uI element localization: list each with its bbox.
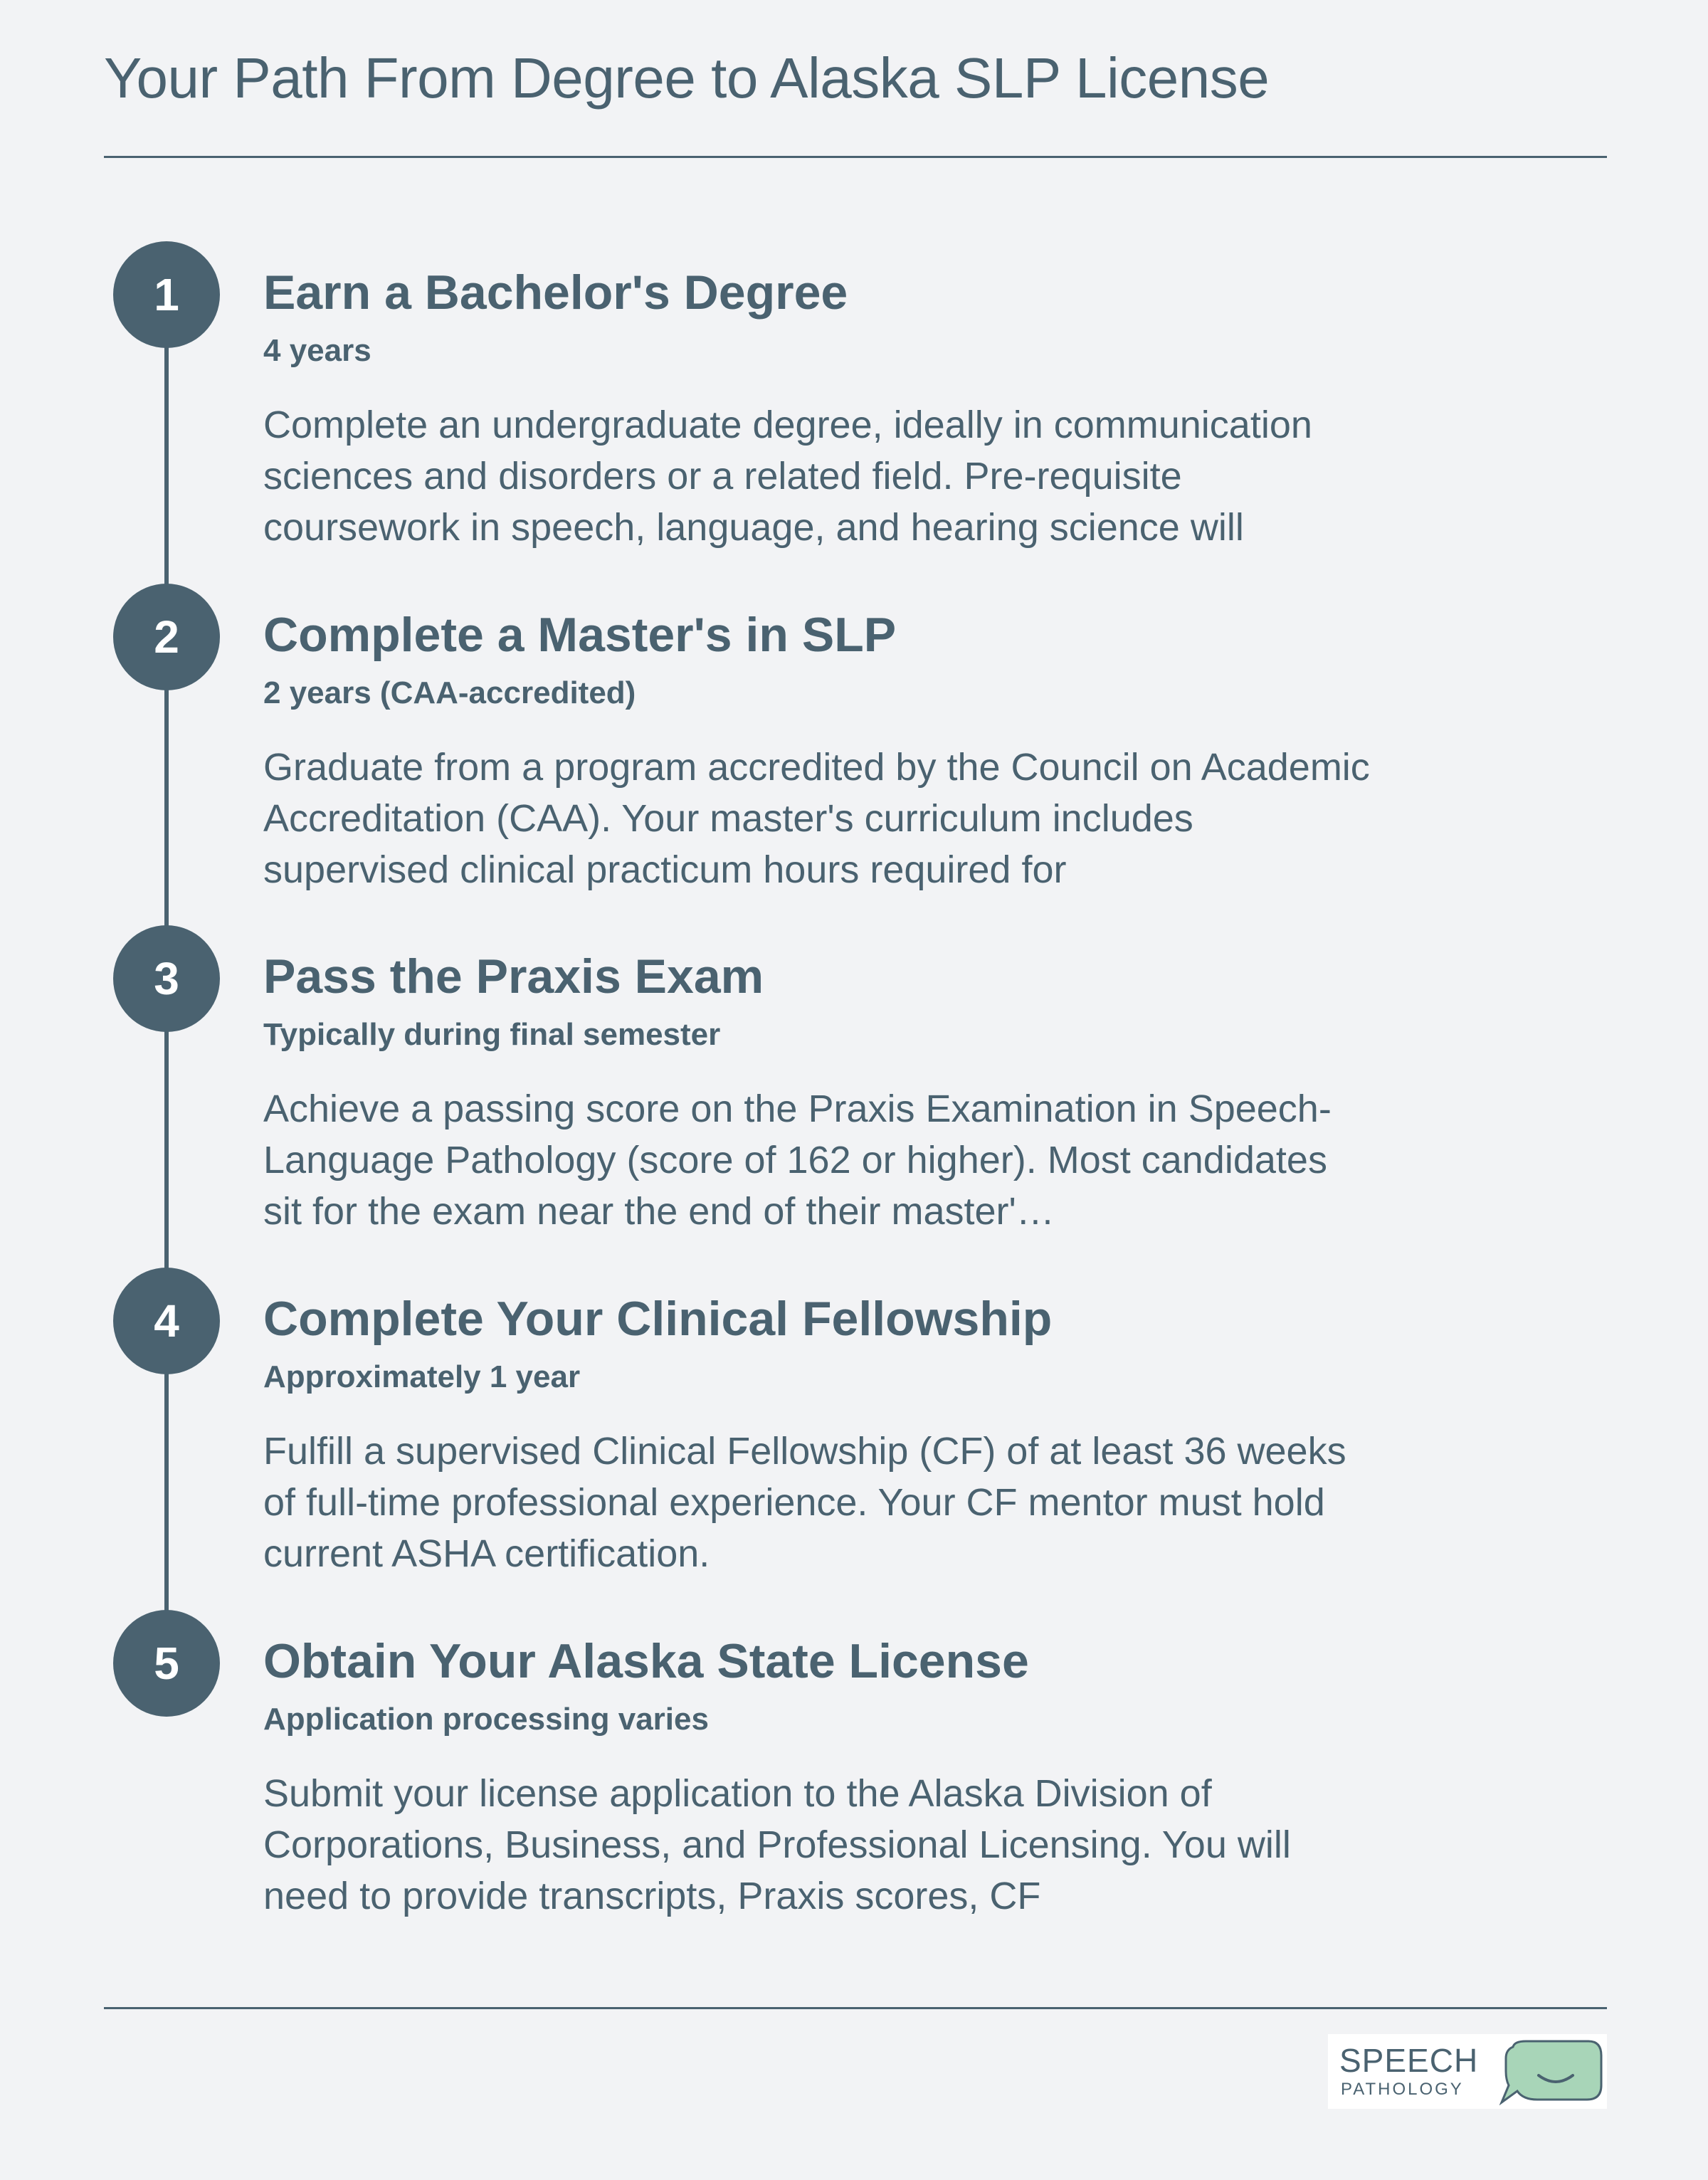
step-number-badge: 1	[113, 241, 220, 348]
step-title: Complete Your Clinical Fellowship	[263, 1292, 1053, 1346]
step-duration: 4 years	[263, 333, 371, 368]
step-description: Graduate from a program accredited by the Council on Academic Accreditation (CAA). Your master's curriculum includes supervised clinical practicum hours required for	[263, 746, 1370, 891]
step-title: Pass the Praxis Exam	[263, 949, 764, 1004]
speech-pathology-logo	[1328, 2034, 1607, 2109]
step-description: Complete an undergraduate degree, ideally in communication sciences and disorders or a related field. Pre-requisite coursework in speech, language, and hearing science will	[263, 404, 1312, 549]
step-description: Fulfill a supervised Clinical Fellowship (CF) of at least 36 weeks of full-time professional experience. Your CF mentor must hold current ASHA certification.	[263, 1430, 1346, 1575]
step-number-badge: 5	[113, 1610, 220, 1717]
step-duration: Typically during final semester	[263, 1017, 721, 1052]
logo-wordmark: SPEECH	[1339, 2042, 1479, 2079]
logo-subwordmark: PATHOLOGY	[1341, 2080, 1464, 2099]
step-title: Earn a Bachelor's Degree	[263, 265, 848, 320]
step-title: Complete a Master's in SLP	[263, 608, 897, 662]
step-number-badge: 3	[113, 925, 220, 1032]
step-title: Obtain Your Alaska State License	[263, 1634, 1029, 1688]
step-duration: Approximately 1 year	[263, 1359, 581, 1394]
page-title: Your Path From Degree to Alaska SLP License	[104, 46, 1270, 110]
step-description: Submit your license application to the Alaska Division of Corporations, Business, and Professional Licensing. You will need to provide transcripts, Praxis scores, CF	[263, 1772, 1291, 1917]
step-description: Achieve a passing score on the Praxis Examination in Speech-Language Pathology (score of 162 or higher). Most candidates sit for the exam near the end of their master'…	[263, 1088, 1332, 1233]
step-number-badge: 4	[113, 1268, 220, 1374]
footer-divider	[104, 2007, 1607, 2009]
step-duration: 2 years (CAA-accredited)	[263, 675, 636, 710]
step-number-badge: 2	[113, 584, 220, 690]
step-duration: Application processing varies	[263, 1702, 709, 1737]
speech-bubble-smile-icon	[1497, 2038, 1604, 2105]
